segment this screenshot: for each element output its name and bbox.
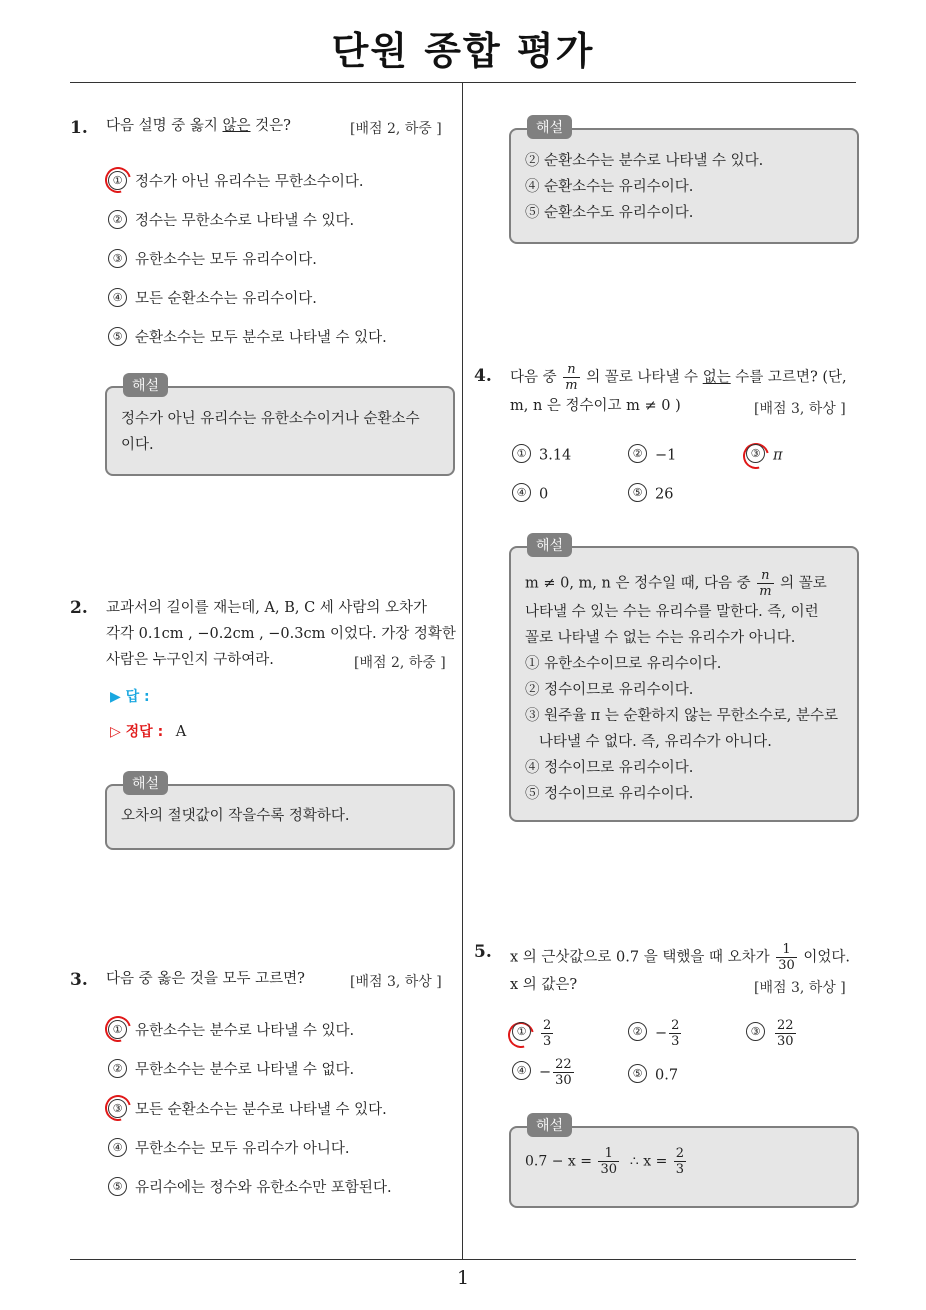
option-text: −1 [655, 447, 677, 464]
frac-denominator: 30 [778, 958, 795, 973]
frac-numerator: n [757, 568, 773, 584]
explanation-line: 꼴로 나타낼 수 없는 수는 유리수가 아니다. [525, 630, 796, 646]
frac-numerator: 1 [598, 1146, 619, 1162]
explanation-line: ① 유한소수이므로 유리수이다. [525, 656, 722, 672]
explanation-line: ④ 순환소수는 유리수이다. [525, 179, 694, 195]
option-number: ① [512, 444, 531, 463]
q1-option-2[interactable] [108, 209, 354, 231]
exp-lhs: 0.7 − x = [525, 1153, 592, 1170]
explanation-label: 해설 [123, 771, 168, 795]
frac-denominator: 3 [543, 1034, 552, 1049]
q1-explanation-cont-text [525, 148, 845, 226]
correct-label: ▷ 정답 : [110, 724, 164, 740]
q4-number: 4. [474, 366, 492, 386]
option-number: ② [628, 1022, 647, 1041]
option-number: ⑤ [108, 327, 127, 346]
option-fraction [669, 1018, 681, 1049]
q1-text-post: 것은? [250, 118, 291, 134]
q1-text-pre: 다음 설명 중 옳지 [106, 118, 223, 134]
q4-line2: m, n 은 정수이고 m ≠ 0 ) [510, 398, 681, 414]
explanation-label: 해설 [123, 373, 168, 397]
q1-meta: [배점 2, 하중 ] [350, 121, 442, 137]
q5-text-a: x 의 근삿값으로 0.7 을 택했을 때 오차가 [510, 949, 770, 966]
q3-option-2[interactable] [108, 1058, 354, 1080]
explanation-line [525, 568, 845, 599]
q5-text-b: 이었다. [803, 949, 851, 966]
q5-option-5[interactable] [628, 1066, 678, 1085]
q3-text: 다음 중 옳은 것을 모두 고르면? [106, 971, 305, 987]
explanation-label: 해설 [527, 533, 572, 557]
q5-option-3[interactable] [746, 1018, 798, 1049]
option-number: ⑤ [108, 1177, 127, 1196]
q5-meta: [배점 3, 하상 ] [754, 980, 846, 996]
q5-explanation-box [509, 1118, 859, 1208]
q2-answer-label: ▶ 답 : [110, 689, 150, 705]
explanation-line: ⑤ 정수이므로 유리수이다. [525, 786, 694, 802]
explanation-line: ③ 원주율 π 는 순환하지 않는 무한소수로, 분수로 [525, 708, 839, 724]
option-text: 순환소수는 모두 분수로 나타낼 수 있다. [135, 330, 387, 346]
explanation-line: 나타낼 수 있는 수는 유리수를 말한다. 즉, 이런 [525, 604, 819, 620]
option-fraction [553, 1057, 574, 1088]
q4-option-2[interactable] [628, 446, 676, 465]
option-text: 3.14 [539, 447, 572, 464]
option-fraction [775, 1018, 796, 1049]
column-divider [462, 83, 463, 1259]
frac-numerator: 22 [777, 1018, 794, 1033]
q5-option-2[interactable] [628, 1018, 683, 1049]
q5-text [510, 942, 850, 973]
explanation-line: ⑤ 순환소수도 유리수이다. [525, 205, 694, 221]
q2-explanation-box [105, 776, 455, 850]
q4-text-underlined: 없는 [702, 369, 731, 386]
q4-text-b: 의 꼴로 나타낼 수 [586, 369, 703, 386]
frac-numerator: 2 [671, 1018, 680, 1033]
option-number: ① [108, 1020, 127, 1039]
option-number: ④ [512, 1061, 531, 1080]
q4-meta: [배점 3, 하상 ] [754, 401, 846, 417]
frac-denominator: 30 [555, 1073, 572, 1088]
q5-option-4[interactable] [512, 1057, 576, 1088]
q5-explanation-text [525, 1146, 845, 1177]
page-title: 단원 종합 평가 [331, 29, 595, 73]
q4-exp-fraction [757, 568, 773, 599]
frac-denominator: 30 [600, 1162, 617, 1177]
q1-explanation-cont-box [509, 120, 859, 244]
frac-denominator: m [759, 584, 772, 599]
q4-option-5[interactable] [628, 485, 673, 504]
q1-explanation-text: 정수가 아닌 유리수는 유한소수이거나 순환소수이다. [121, 411, 420, 453]
option-number: ④ [108, 288, 127, 307]
option-text: 모든 순환소수는 유리수이다. [135, 291, 317, 307]
option-number: ④ [512, 483, 531, 502]
option-text: 정수가 아닌 유리수는 무한소수이다. [135, 174, 364, 190]
q3-option-5[interactable] [108, 1176, 392, 1198]
option-number: ① [108, 171, 127, 190]
option-number: ③ [108, 249, 127, 268]
q5-option-1[interactable] [512, 1018, 555, 1049]
q1-text [106, 112, 291, 140]
option-number: ④ [108, 1138, 127, 1157]
explanation-label: 해설 [527, 1113, 572, 1137]
q4-option-4[interactable] [512, 485, 548, 504]
q4-explanation-box [509, 538, 859, 822]
frac-numerator: 1 [776, 942, 797, 958]
option-text: 유한소수는 모두 유리수이다. [135, 252, 317, 268]
q2-number: 2. [70, 598, 88, 618]
frac-numerator: 22 [555, 1057, 572, 1072]
q2-line2: 각각 0.1cm , −0.2cm , −0.3cm 이었다. 가장 정확한 [106, 626, 456, 642]
option-text: π [773, 447, 783, 464]
q1-explanation-box [105, 378, 455, 476]
q4-fraction [563, 362, 579, 393]
frac-numerator: 2 [675, 1146, 685, 1161]
q3-option-1[interactable] [108, 1019, 354, 1041]
frac-denominator: m [565, 378, 578, 393]
q5-number: 5. [474, 942, 492, 962]
frac-numerator: 2 [543, 1018, 552, 1033]
exp-therefore: ∴ x = [629, 1153, 668, 1170]
q1-text-underlined: 않은 [222, 118, 251, 134]
option-text: 모든 순환소수는 분수로 나타낼 수 있다. [135, 1102, 387, 1118]
q1-option-3[interactable] [108, 248, 317, 270]
page-number: 1 [456, 1267, 470, 1289]
q1-number: 1. [70, 118, 88, 138]
q2-correct-answer [110, 721, 186, 741]
option-text: 26 [655, 486, 674, 503]
option-sign: − [655, 1025, 668, 1042]
option-number: ② [628, 444, 647, 463]
q1-option-1[interactable] [108, 170, 364, 192]
option-number: ③ [746, 1022, 765, 1041]
explanation-line: 나타낼 수 없다. 즉, 유리수가 아니다. [525, 734, 772, 750]
q2-meta: [배점 2, 하중 ] [354, 655, 446, 671]
explanation-label: 해설 [527, 115, 572, 139]
option-fraction [541, 1018, 553, 1049]
option-text: 0.7 [655, 1067, 679, 1084]
option-number: ⑤ [628, 1064, 647, 1083]
option-number: ③ [108, 1099, 127, 1118]
q3-number: 3. [70, 970, 88, 990]
frac-denominator: 3 [675, 1162, 685, 1177]
q4-option-3[interactable] [746, 446, 783, 465]
correct-value: A [175, 724, 187, 740]
q4-option-1[interactable] [512, 446, 571, 465]
explanation-line: ② 순환소수는 분수로 나타낼 수 있다. [525, 153, 764, 169]
exp-line1-a: m ≠ 0, m, n 은 정수일 때, 다음 중 [525, 575, 751, 592]
frac-numerator: n [563, 362, 579, 378]
option-number: ② [108, 210, 127, 229]
explanation-line: ④ 정수이므로 유리수이다. [525, 760, 694, 776]
frac-denominator: 30 [777, 1034, 794, 1049]
top-rule [70, 82, 856, 83]
exp-line1-b: 의 꼴로 [780, 575, 827, 592]
option-number: ③ [746, 444, 765, 463]
q2-explanation-text: 오차의 절댓값이 작을수록 정확하다. [121, 808, 350, 824]
q5-line2: x 의 값은? [510, 977, 578, 993]
option-number: ⑤ [628, 483, 647, 502]
q1-option-4[interactable] [108, 287, 317, 309]
exp-fraction-1 [598, 1146, 619, 1177]
q1-option-5[interactable] [108, 326, 387, 348]
q4-text-c: 수를 고르면? (단, [730, 369, 847, 386]
q3-meta: [배점 3, 하상 ] [350, 974, 442, 990]
bottom-rule [70, 1259, 856, 1260]
frac-denominator: 3 [671, 1034, 680, 1049]
q4-text-a: 다음 중 [510, 369, 557, 386]
option-number: ② [108, 1059, 127, 1078]
option-number: ① [512, 1022, 531, 1041]
option-text: 유리수에는 정수와 유한소수만 포함된다. [135, 1180, 392, 1196]
explanation-line: ② 정수이므로 유리수이다. [525, 682, 694, 698]
q2-line1: 교과서의 길이를 재는데, A, B, C 세 사람의 오차가 [106, 600, 428, 616]
q4-explanation-text [525, 568, 845, 807]
option-sign: − [539, 1064, 552, 1081]
option-text: 유한소수는 분수로 나타낼 수 있다. [135, 1023, 355, 1039]
q3-option-3[interactable] [108, 1098, 387, 1120]
q2-line3: 사람은 누구인지 구하여라. [106, 652, 274, 668]
option-text: 0 [539, 486, 549, 503]
exp-fraction-2 [674, 1146, 686, 1177]
option-text: 무한소수는 분수로 나타낼 수 없다. [135, 1062, 355, 1078]
q5-fraction [776, 942, 797, 973]
q4-text [510, 362, 847, 393]
q3-option-4[interactable] [108, 1137, 350, 1159]
option-text: 정수는 무한소수로 나타낼 수 있다. [135, 213, 355, 229]
option-text: 무한소수는 모두 유리수가 아니다. [135, 1141, 350, 1157]
